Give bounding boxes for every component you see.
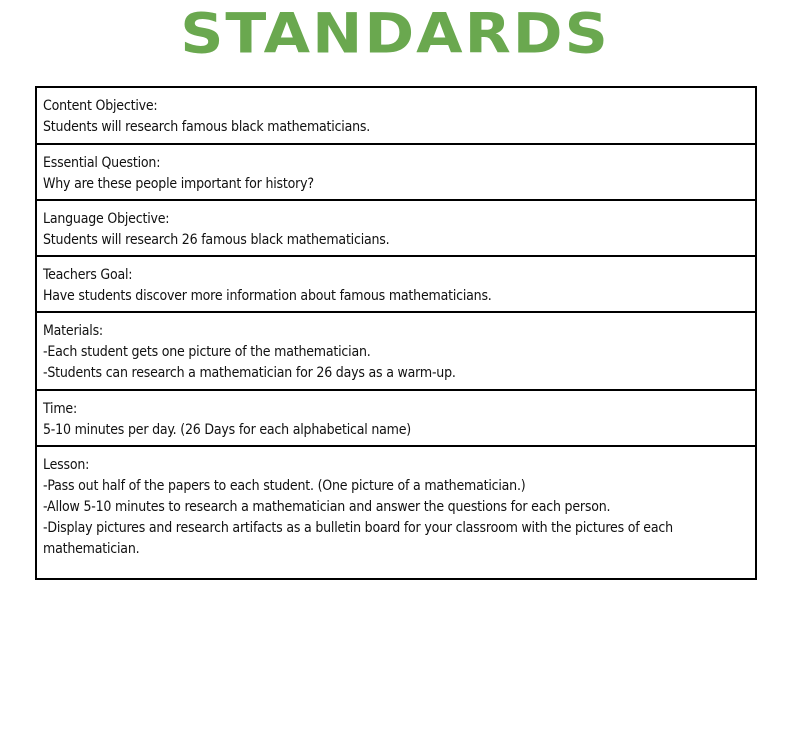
materials-label: Materials: <box>43 323 103 339</box>
materials-line: -Students can research a mathematician for 26 days as a warm-up. <box>43 365 456 381</box>
materials-section <box>37 313 755 391</box>
content-objective-section <box>37 88 755 145</box>
lesson-line: -Pass out half of the papers to each student. (One picture of a mathematician.) <box>43 478 526 494</box>
language-objective-text: Students will research 26 famous black mathematicians. <box>43 232 390 248</box>
teachers-goal-text: Have students discover more information about famous mathematicians. <box>43 288 492 304</box>
lesson-line: -Display pictures and research artifacts as a bulletin board for your classroom with the pictures of each mathematician. <box>43 520 673 557</box>
time-section <box>37 391 755 447</box>
essential-question-label: Essential Question: <box>43 155 161 171</box>
lesson-label: Lesson: <box>43 457 90 473</box>
lesson-section <box>37 447 755 578</box>
materials-line: -Each student gets one picture of the mathematician. <box>43 344 371 360</box>
essential-question-text: Why are these people important for history? <box>43 176 314 192</box>
standards-table <box>35 86 757 580</box>
language-objective-label: Language Objective: <box>43 211 170 227</box>
page-title: STANDARDS <box>180 1 610 67</box>
lesson-line: -Allow 5-10 minutes to research a mathematician and answer the questions for each person. <box>43 499 611 515</box>
time-label: Time: <box>43 401 78 417</box>
teachers-goal-section <box>37 257 755 313</box>
content-objective-text: Students will research famous black mathematicians. <box>43 119 371 135</box>
language-objective-section <box>37 201 755 257</box>
time-text: 5-10 minutes per day. (26 Days for each alphabetical name) <box>43 422 411 438</box>
teachers-goal-label: Teachers Goal: <box>43 267 133 283</box>
content-objective-label: Content Objective: <box>43 98 158 114</box>
essential-question-section <box>37 145 755 201</box>
